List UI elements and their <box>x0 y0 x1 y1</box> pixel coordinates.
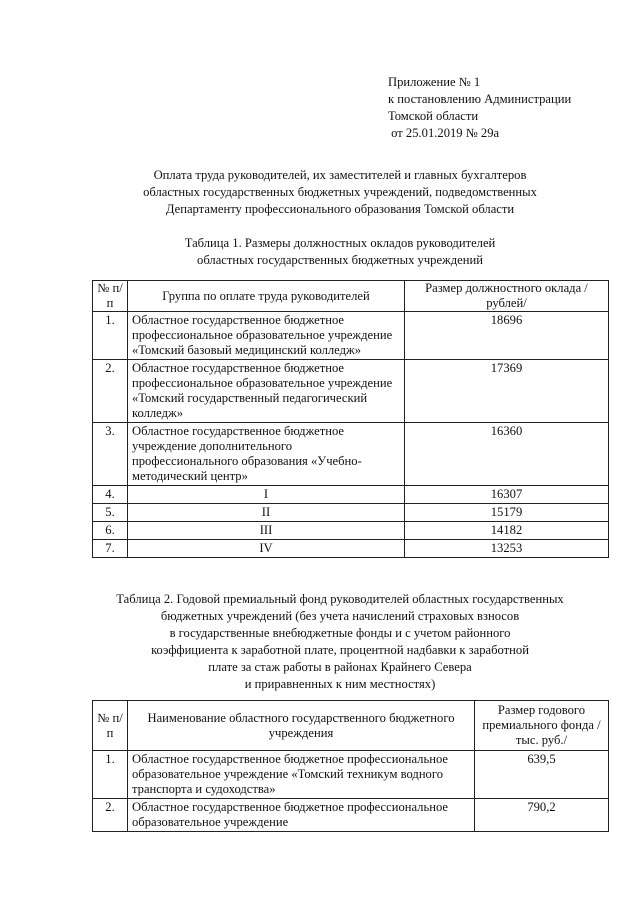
table-row <box>93 540 609 558</box>
table-header-row <box>93 701 609 751</box>
row-name: Областное государственное бюджетное профессиональное образовательное учреждение «Томский техникум водного транспорта и судоходства» <box>128 751 475 799</box>
row-num: 2. <box>93 799 128 832</box>
row-value: 790,2 <box>475 799 609 832</box>
row-value: 17369 <box>405 360 609 423</box>
row-name: IV <box>128 540 405 558</box>
caption-line: коэффициента к заработной плате, процентной надбавки к заработной <box>151 643 529 657</box>
title-line: областных государственных бюджетных учреждений, подведомственных <box>143 185 537 199</box>
bonus-fund-table <box>92 700 609 832</box>
header-num: № п/п <box>93 701 128 751</box>
table-row <box>93 504 609 522</box>
table-row <box>93 486 609 504</box>
row-value: 13253 <box>405 540 609 558</box>
caption-line: Таблица 1. Размеры должностных окладов руководителей <box>184 236 496 250</box>
table-row <box>93 360 609 423</box>
caption-line: областных государственных бюджетных учреждений <box>197 253 483 267</box>
table-row <box>93 423 609 486</box>
header-group: Группа по оплате труда руководителей <box>128 281 405 312</box>
row-num: 1. <box>93 312 128 360</box>
header-salary: Размер должностного оклада /рублей/ <box>405 281 609 312</box>
row-num: 1. <box>93 751 128 799</box>
table-header-row <box>93 281 609 312</box>
row-num: 4. <box>93 486 128 504</box>
row-name: III <box>128 522 405 540</box>
row-num: 2. <box>93 360 128 423</box>
salary-table <box>92 280 609 558</box>
table-row <box>93 312 609 360</box>
appendix-line: к постановлению Администрации <box>388 92 572 106</box>
row-name: Областное государственное бюджетное профессиональное образовательное учреждение <box>128 799 475 832</box>
row-name: Областное государственное бюджетное учреждение дополнительного профессионального образования «Учебно-методический центр» <box>128 423 405 486</box>
row-num: 7. <box>93 540 128 558</box>
appendix-line: Приложение № 1 <box>388 75 481 89</box>
table-row <box>93 522 609 540</box>
row-value: 639,5 <box>475 751 609 799</box>
row-name: Областное государственное бюджетное профессиональное образовательное учреждение «Томский государственный педагогический колледж» <box>128 360 405 423</box>
appendix-block <box>388 74 571 142</box>
row-name: II <box>128 504 405 522</box>
caption-line: в государственные внебюджетные фонды и с учетом районного <box>169 626 511 640</box>
table-row <box>93 799 609 832</box>
appendix-line: Томской области <box>388 109 479 123</box>
appendix-line: от 25.01.2019 № 29а <box>388 126 500 140</box>
document-title <box>80 167 600 218</box>
row-value: 14182 <box>405 522 609 540</box>
table-row <box>93 751 609 799</box>
title-line: Департаменту профессионального образования Томской области <box>165 202 515 216</box>
header-name: Наименование областного государственного бюджетного учреждения <box>128 701 475 751</box>
row-value: 15179 <box>405 504 609 522</box>
header-num: № п/п <box>93 281 128 312</box>
row-value: 16307 <box>405 486 609 504</box>
row-num: 5. <box>93 504 128 522</box>
row-value: 16360 <box>405 423 609 486</box>
row-num: 3. <box>93 423 128 486</box>
row-name: Областное государственное бюджетное профессиональное образовательное учреждение «Томский базовый медицинский колледж» <box>128 312 405 360</box>
caption-line: и приравненных к ним местностях) <box>244 677 436 691</box>
row-num: 6. <box>93 522 128 540</box>
row-name: I <box>128 486 405 504</box>
header-fund: Размер годового премиального фонда /тыс. руб./ <box>475 701 609 751</box>
title-line: Оплата труда руководителей, их заместителей и главных бухгалтеров <box>153 168 527 182</box>
caption-line: бюджетных учреждений (без учета начислений страховых взносов <box>160 609 520 623</box>
table2-caption <box>80 591 600 693</box>
caption-line: плате за стаж работы в районах Крайнего Севера <box>208 660 472 674</box>
caption-line: Таблица 2. Годовой премиальный фонд руководителей областных государственных <box>116 592 564 606</box>
row-value: 18696 <box>405 312 609 360</box>
table1-caption <box>80 235 600 269</box>
